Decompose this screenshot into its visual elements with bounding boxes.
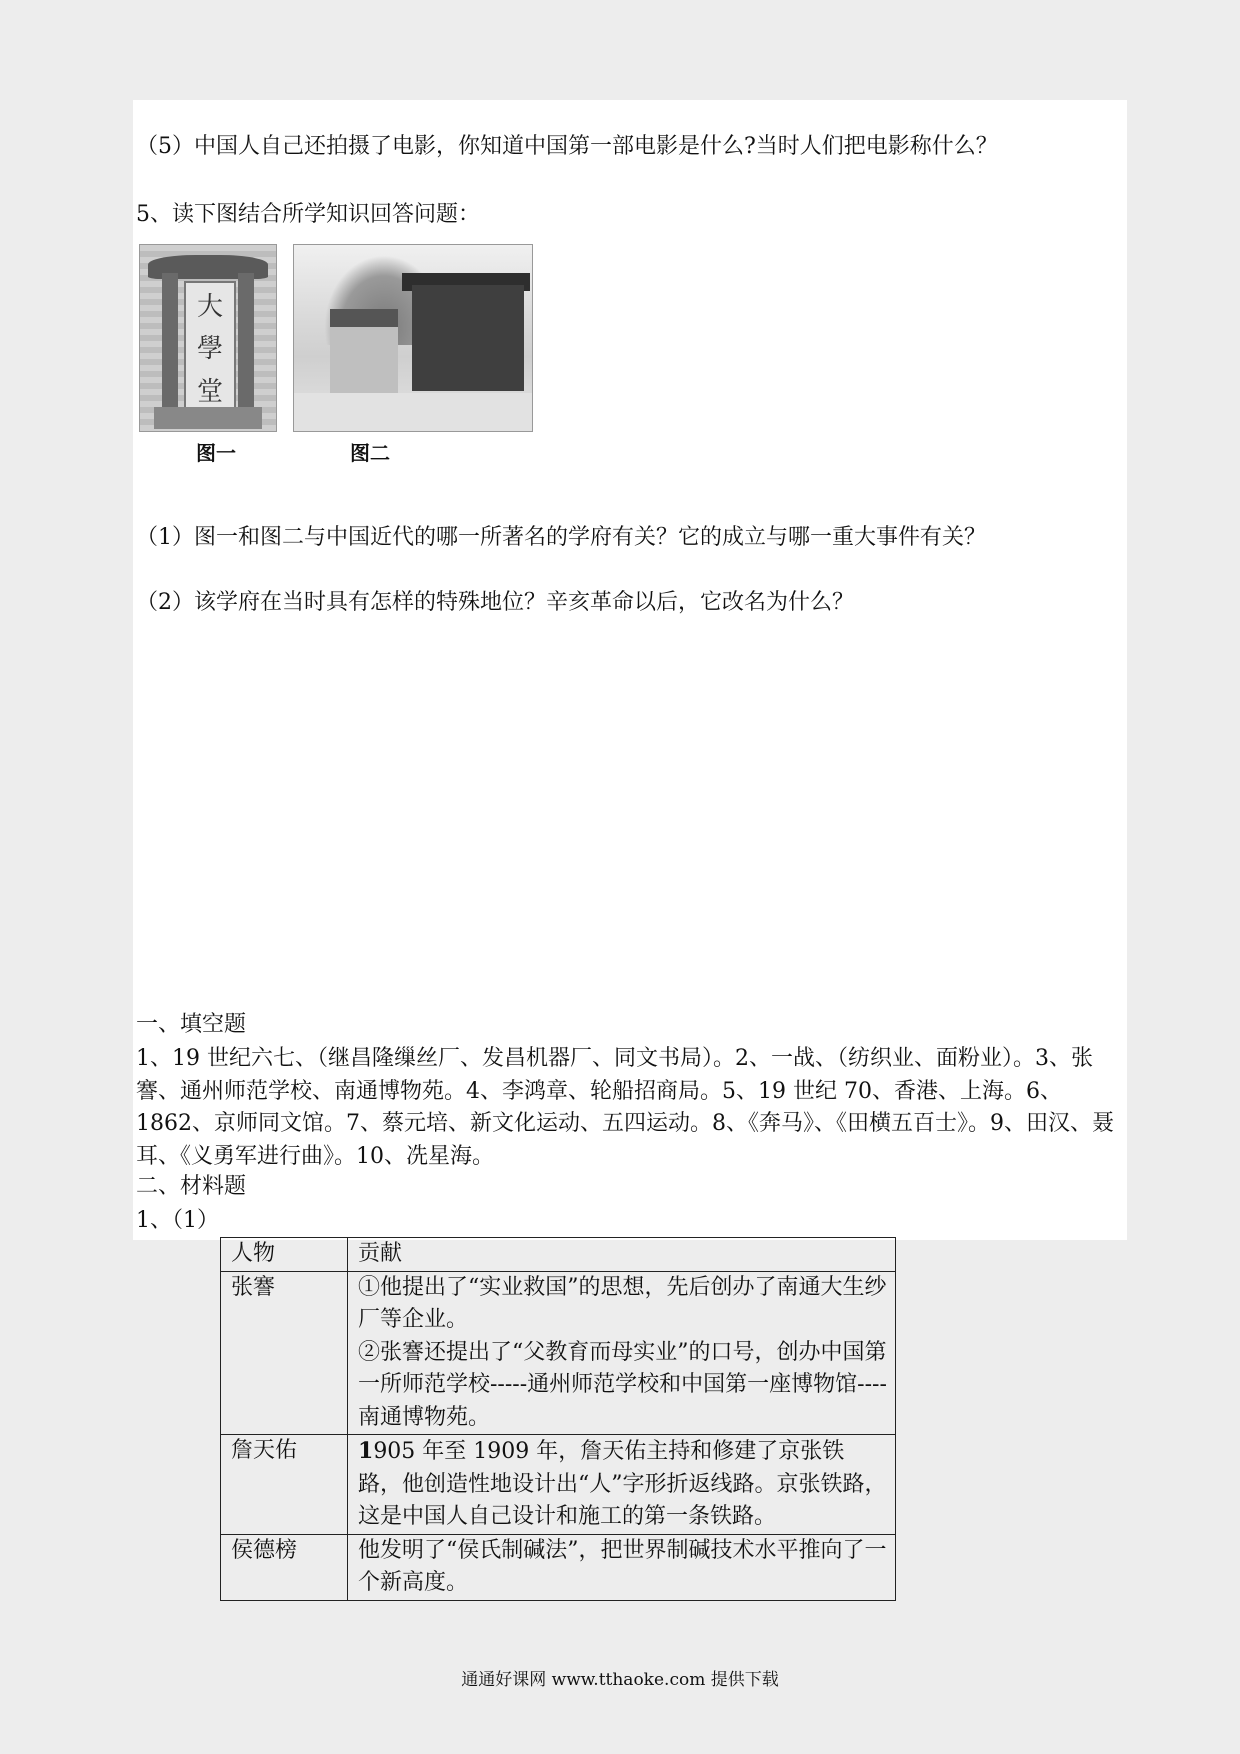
cell-contribution (348, 1435, 896, 1535)
contribution-text: 905 年至 1909 年，詹天佑主持和修建了京张铁路，他创造性地设计出“人”字形折返线路。京张铁路，这是中国人自己设计和施工的第一条铁路。 (358, 1439, 887, 1529)
header-person: 人物 (221, 1238, 348, 1272)
figure-1-caption: 图一 (196, 441, 236, 465)
question-4-5: （5）中国人自己还拍摄了电影，你知道中国第一部电影是什么?当时人们把电影称什么？ (136, 134, 998, 159)
figure-2-image (293, 244, 533, 432)
cell-contribution (348, 1271, 896, 1435)
cell-person: 詹天佑 (221, 1435, 348, 1535)
cell-person: 侯德榜 (221, 1534, 348, 1600)
question-5-prompt: 5、读下图结合所学知识回答问题： (136, 202, 480, 227)
answer-section-1-body: 1、19 世纪六七、（继昌隆缫丝厂、发昌机器厂、同文书局）。2、一战、（纺织业、面粉业）。3、张謇、通州师范学校、南通博物苑。4、李鸿章、轮船招商局。5、19 世纪 70、香港、上海。6、1862、京师同文馆。7、蔡元培、新文化运动、五四运动。8、《奔马》、《田横五百士》。9、田汉、聂耳、《义勇军进行曲》。10、冼星海。 (136, 1046, 1114, 1169)
gate-pillar-right (238, 273, 254, 413)
footer-credit: 通通好课网 www.tthaoke.com 提供下载 (461, 1670, 779, 1690)
plaque-char: 學 (196, 334, 223, 365)
figure-2-caption: 图二 (350, 441, 390, 465)
table-row (221, 1534, 896, 1600)
plaque-char: 堂 (196, 377, 223, 408)
contribution-line: ①他提出了“实业救国”的思想，先后创办了南通大生纱厂等企业。 (358, 1274, 887, 1332)
question-5-2: （2）该学府在当时具有怎样的特殊地位？辛亥革命以后，它改名为什么？ (136, 590, 854, 615)
contribution-table (220, 1237, 896, 1601)
figure-1-image (139, 244, 277, 432)
question-5-1: （1）图一和图二与中国近代的哪一所著名的学府有关？它的成立与哪一重大事件有关？ (136, 525, 986, 550)
cell-person: 张謇 (221, 1271, 348, 1435)
answer-section-1-title: 一、填空题 (136, 1012, 247, 1037)
table-row (221, 1271, 896, 1435)
plaque-char: 大 (196, 291, 223, 322)
header-contribution: 贡献 (348, 1238, 896, 1272)
bold-lead-digit: 1 (358, 1438, 374, 1464)
answer-section-2-title: 二、材料题 (136, 1174, 247, 1199)
answer-item-1-label: 1、（1） (136, 1208, 219, 1233)
table-header-row (221, 1238, 896, 1272)
gate-pillar-left (162, 273, 178, 413)
cell-contribution: 他发明了“侯氏制碱法”，把世界制碱技术水平推向了一个新高度。 (348, 1534, 896, 1600)
gate-base (154, 407, 262, 429)
contribution-line: ②张謇还提出了“父教育而母实业”的口号，创办中国第一所师范学校-----通州师范学校和中国第一座博物馆----南通博物苑。 (358, 1339, 887, 1430)
ground (294, 393, 532, 431)
table-row (221, 1435, 896, 1535)
building-large (412, 285, 524, 391)
gate-plaque (184, 281, 236, 413)
